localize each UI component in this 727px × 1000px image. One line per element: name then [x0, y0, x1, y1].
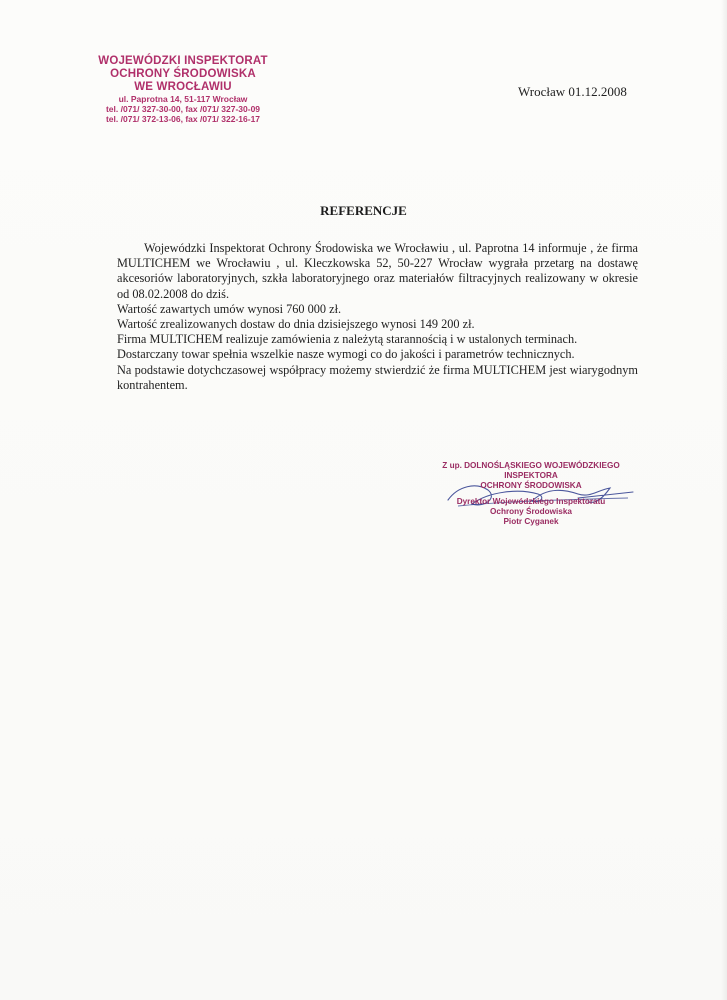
header-stamp	[78, 55, 288, 124]
body-paragraph-intro: Wojewódzki Inspektorat Ochrony Środowiska we Wrocławiu , ul. Paprotna 14 informuje , że firma MULTICHEM we Wrocławiu , ul. Kleczkowska 52, 50-227 Wrocław wygrała przetarg na dostawę akcesoriów laboratoryjnych, szkła laboratoryjnego oraz materiałów filtracyjnych realizowany w okresie od 08.02.2008 do dziś.	[117, 241, 638, 301]
document-title: REFERENCJE	[320, 203, 407, 218]
stamp-phone-2: tel. /071/ 372-13-06, fax /071/ 322-16-17	[105, 114, 261, 124]
scan-edge-shadow	[721, 0, 727, 1000]
document-date: Wrocław 01.12.2008	[518, 84, 627, 99]
signature-stamp	[416, 461, 646, 527]
sig-stamp-line-2: INSPEKTORA	[504, 471, 558, 480]
document-body	[117, 241, 638, 393]
body-line-quality: Dostarczany towar spełnia wszelkie nasze wymogi co do jakości i parametrów technicznych.	[117, 347, 575, 362]
body-line-orders: Firma MULTICHEM realizuje zamówienia z należytą starannością i w ustalonych terminach.	[117, 332, 578, 347]
body-line-conclusion: Na podstawie dotychczasowej współpracy możemy stwierdzić że firma MULTICHEM jest wiarygodnym kontrahentem.	[117, 362, 638, 392]
sig-stamp-line-6: Piotr Cyganek	[503, 517, 559, 526]
stamp-address: ul. Paprotna 14, 51-117 Wrocław	[118, 94, 248, 104]
stamp-line-environment: OCHRONY ŚRODOWISKA	[110, 68, 256, 80]
sig-stamp-line-3: OCHRONY ŚRODOWISKA	[480, 481, 582, 490]
stamp-line-city: WE WROCŁAWIU	[134, 81, 232, 93]
body-line-contracts: Wartość zawartych umów wynosi 760 000 zł.	[117, 301, 342, 316]
stamp-line-institution: WOJEWÓDZKI INSPEKTORAT	[98, 55, 268, 67]
sig-stamp-line-5: Ochrony Środowiska	[490, 507, 572, 516]
body-line-delivered: Wartość zrealizowanych dostaw do dnia dzisiejszego wynosi 149 200 zł.	[117, 317, 475, 332]
sig-stamp-line-4: Dyrektor Wojewódzkiego Inspektoratu	[456, 497, 606, 506]
stamp-phone-1: tel. /071/ 327-30-00, fax /071/ 327-30-09	[105, 104, 261, 114]
sig-stamp-line-1: Z up. DOLNOŚLĄSKIEGO WOJEWÓDZKIEGO	[442, 461, 620, 470]
